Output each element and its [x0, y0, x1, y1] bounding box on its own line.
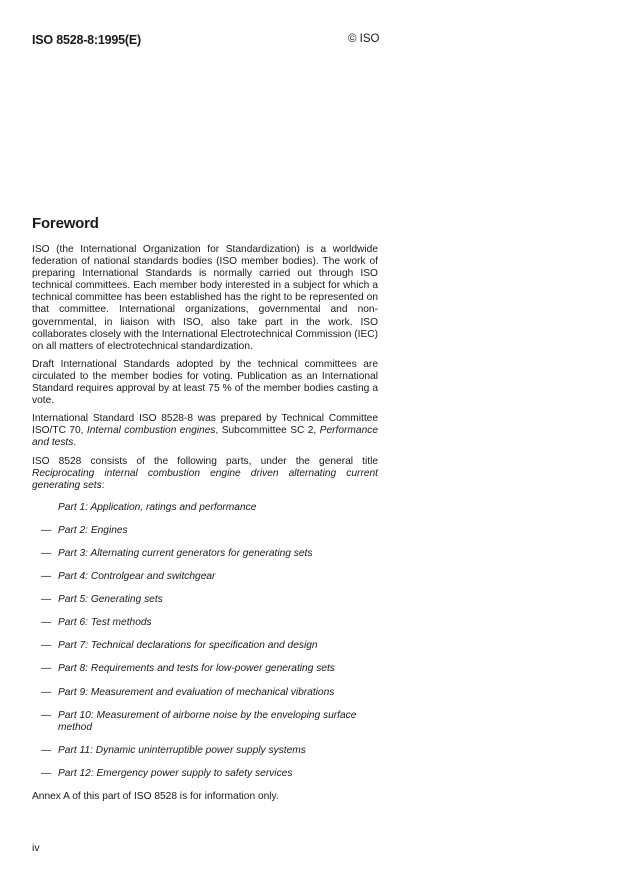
- subcommittee-title: Performance and tests: [32, 425, 378, 449]
- list-item: [32, 548, 378, 560]
- dash-icon: —: [41, 571, 52, 583]
- list-item: [32, 640, 378, 652]
- paragraph-prepared-by: [32, 413, 378, 449]
- list-item: [32, 710, 378, 734]
- parts-intro-text: ISO 8528 consists of the following parts, under the general title: [32, 455, 378, 467]
- paragraph-voting: Draft International Standards adopted by the technical committees are circulated to the member bodies for voting. Publication as an International Standard requires approval by at least 75 % of the member bodies casting a vote.: [32, 358, 378, 407]
- list-item: [32, 617, 378, 629]
- parts-list: [32, 502, 378, 780]
- part-label: Part 6: Test methods: [58, 617, 152, 629]
- part-label: Part 4: Controlgear and switchgear: [58, 571, 216, 583]
- part-label: Part 7: Technical declarations for specification and design: [58, 640, 318, 652]
- list-item: [32, 594, 378, 606]
- part-label: Part 5: Generating sets: [58, 594, 163, 606]
- copyright-notice: © ISO: [348, 33, 380, 45]
- foreword-heading: Foreword: [32, 215, 99, 232]
- paragraph-iso-intro: ISO (the International Organization for Standardization) is a worldwide federation of national standards bodies (ISO member bodies). The work of preparing International Standards is normally carried out through ISO technical committees. Each member body interested in a subject for which a technical committee has been established has the right to be represented on that committee. International organizations, governmental and non-governmental, in liaison with ISO, also take part in the work. ISO collaborates closely with the International Electrotechnical Commission (IEC) on all matters of electrotechnical standardization.: [32, 244, 378, 352]
- prepared-by-text-3: .: [73, 437, 77, 449]
- general-title: Reciprocating internal combustion engine driven alternating current generating sets: [32, 467, 378, 491]
- standard-id: ISO 8528-8:1995(E): [32, 33, 141, 47]
- dash-icon: —: [41, 524, 52, 536]
- list-item: [32, 687, 378, 699]
- part-label: Part 11: Dynamic uninterruptible power supply systems: [58, 744, 306, 756]
- part-label: Part 10: Measurement of airborne noise by the enveloping surface method: [58, 709, 357, 733]
- list-item: [32, 525, 378, 537]
- dash-icon: —: [41, 617, 52, 629]
- list-item: [32, 768, 378, 780]
- part-label: Part 9: Measurement and evaluation of mechanical vibrations: [58, 686, 335, 698]
- annex-note: Annex A of this part of ISO 8528 is for information only.: [32, 791, 279, 802]
- list-item: [32, 502, 378, 514]
- prepared-by-text-1: International Standard ISO 8528-8 was prepared by Technical Committee ISO/TC 70,: [32, 413, 378, 437]
- part-label: Part 3: Alternating current generators for generating sets: [58, 547, 313, 559]
- part-label: Part 8: Requirements and tests for low-power generating sets: [58, 663, 335, 675]
- part-label: Part 12: Emergency power supply to safety services: [58, 767, 293, 779]
- part-label: Part 1: Application, ratings and performance: [58, 501, 257, 513]
- dash-icon: —: [41, 547, 52, 559]
- committee-title: Internal combustion engines: [86, 425, 216, 437]
- dash-icon: —: [41, 686, 52, 698]
- part-label: Part 2: Engines: [58, 524, 128, 536]
- dash-icon: —: [41, 767, 52, 779]
- list-item: [32, 745, 378, 757]
- dash-icon: —: [41, 663, 52, 675]
- dash-icon: —: [41, 594, 52, 606]
- list-item: [32, 663, 378, 675]
- prepared-by-text-2: , Subcommittee SC 2,: [215, 425, 320, 437]
- dash-icon: —: [41, 744, 52, 756]
- paragraph-parts-intro: [32, 456, 378, 492]
- list-item: [32, 571, 378, 583]
- parts-intro-end: :: [101, 479, 105, 491]
- foreword-body: [32, 244, 378, 803]
- dash-icon: —: [41, 709, 52, 721]
- dash-icon: —: [41, 640, 52, 652]
- page-number: iv: [32, 842, 40, 854]
